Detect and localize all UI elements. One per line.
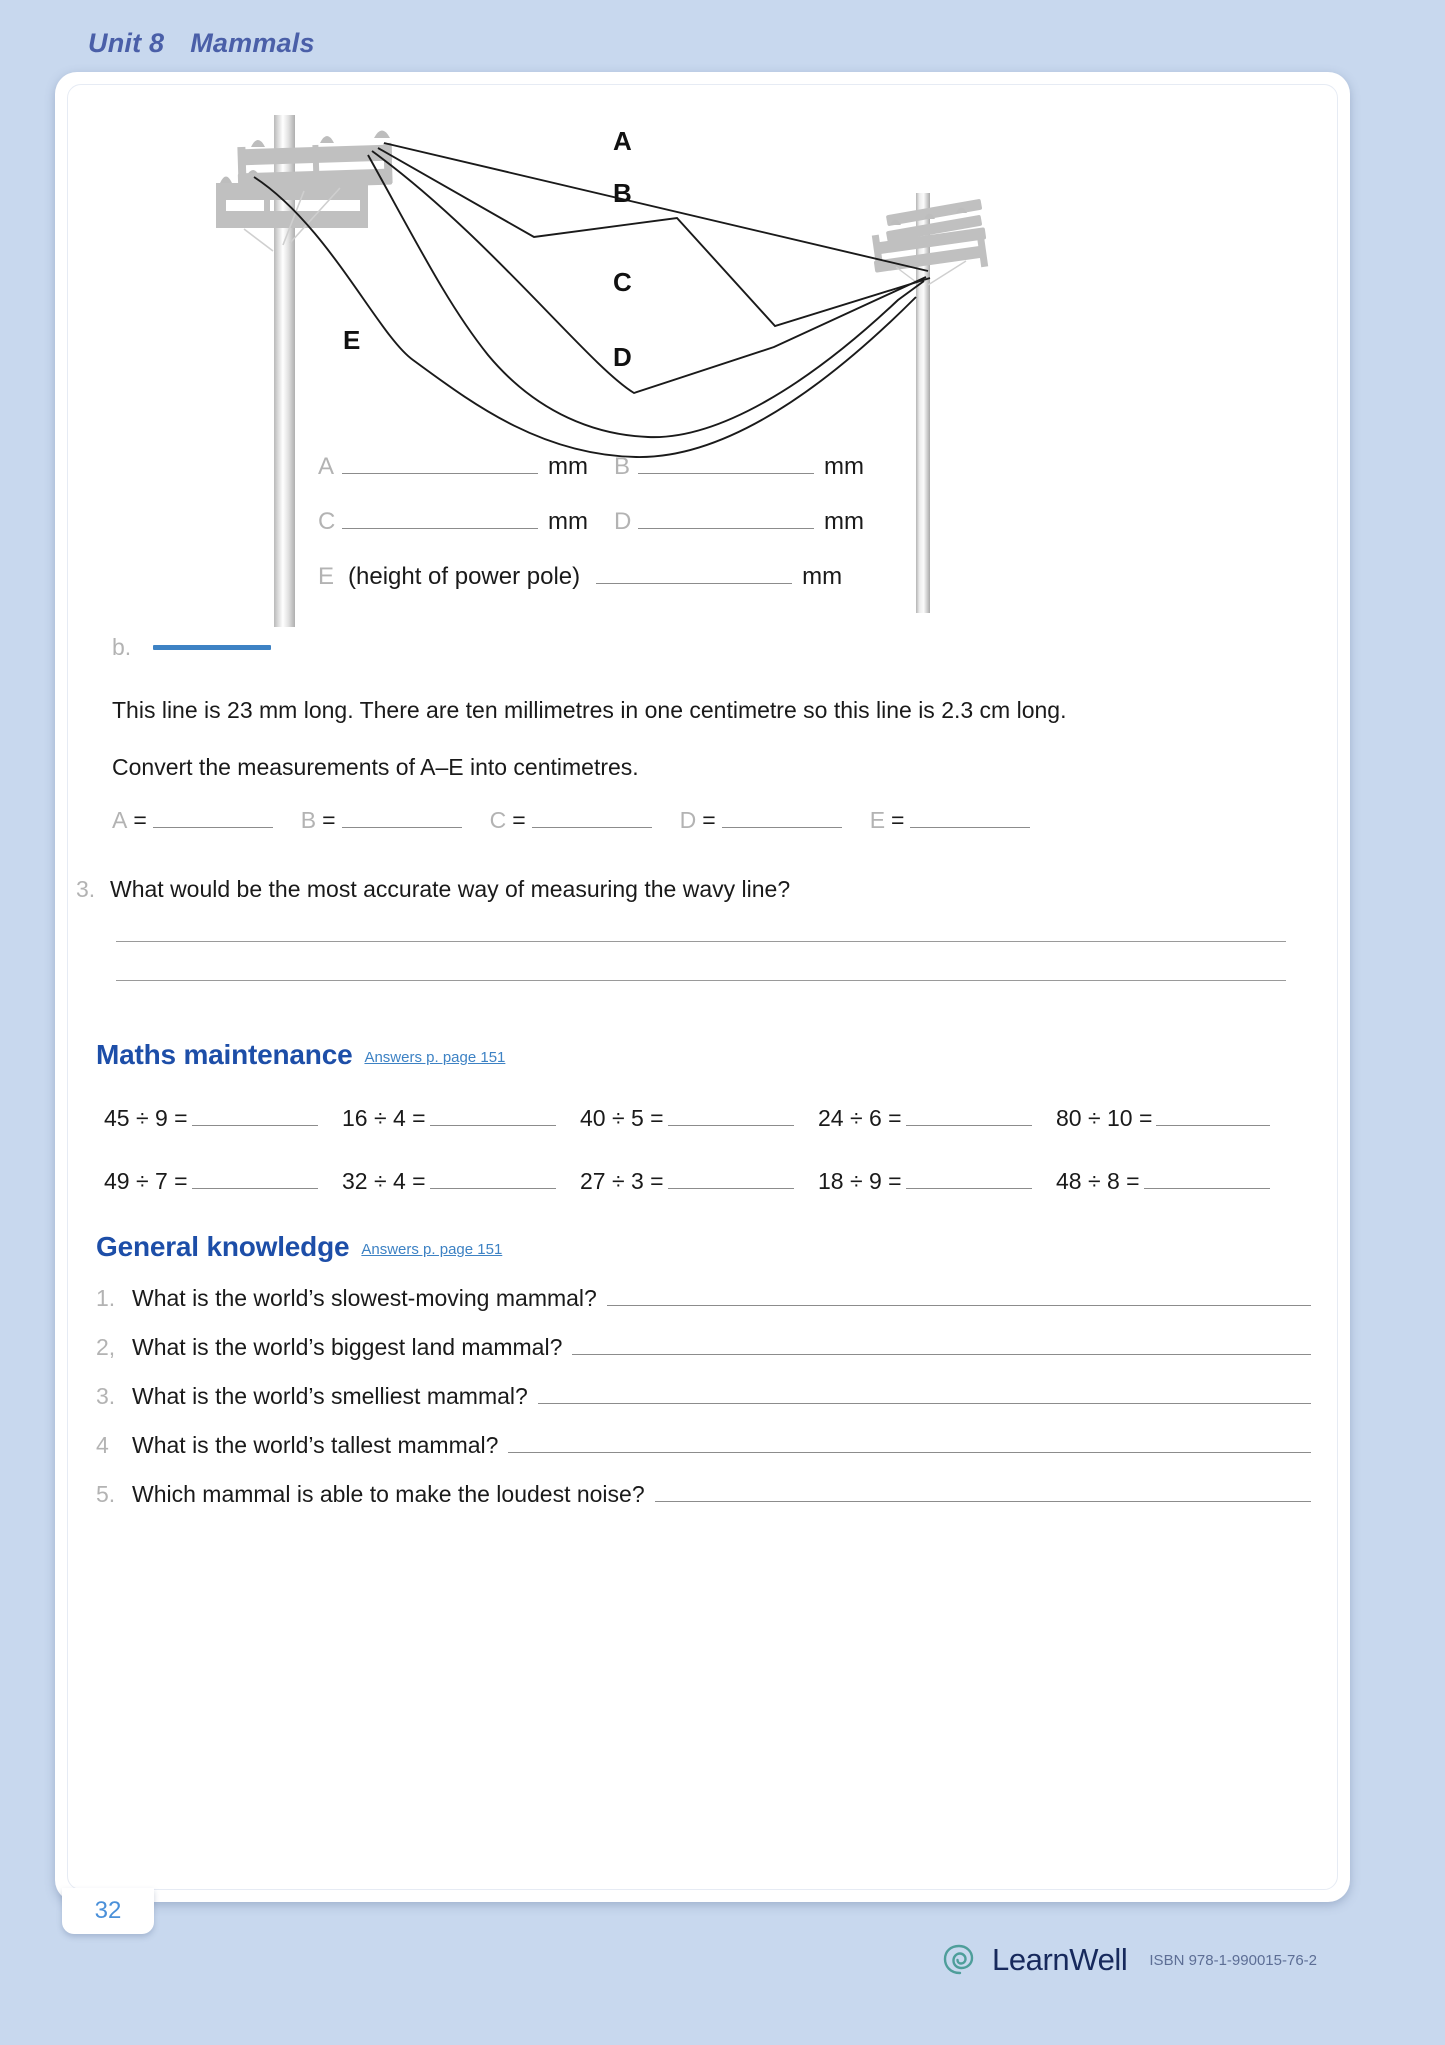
cm-input-b[interactable] [342,810,462,828]
measure-label-d: D [613,508,632,535]
maths-input[interactable] [430,1172,556,1189]
gk-number: 5. [96,1481,116,1507]
cm-letter-e: E [869,807,886,833]
list-item [96,1334,1338,1361]
cm-input-e[interactable] [910,810,1030,828]
cm-conversion-row [112,807,1338,834]
maths-cell-2-4 [818,1168,1056,1195]
cm-equals-e: = [891,807,905,833]
measure-input-e[interactable] [596,564,792,584]
measure-input-a[interactable] [342,454,538,474]
measure-input-c[interactable] [342,509,538,529]
cm-item-b [301,807,462,834]
gk-number: 2, [96,1334,116,1360]
measure-unit-d: mm [823,508,864,535]
spiral-logo-icon [940,1940,980,1980]
measurement-blanks [318,453,1038,618]
maths-input[interactable] [668,1172,794,1189]
wire-label-b: B [613,178,632,208]
gk-answer-input[interactable] [572,1337,1311,1355]
maths-cell-1-5 [1056,1105,1294,1132]
worksheet-content-area [67,84,1338,1890]
worksheet-body [68,630,1338,1508]
maths-input[interactable] [1144,1172,1270,1189]
cm-input-d[interactable] [722,810,842,828]
cm-input-c[interactable] [532,810,652,828]
page-header [88,28,315,59]
maths-input[interactable] [1156,1109,1270,1126]
cm-input-a[interactable] [153,810,273,828]
maths-cell-2-2 [342,1168,580,1195]
gk-question: Which mammal is able to make the loudest noise? [132,1481,645,1507]
maths-maintenance-heading [96,1039,1338,1071]
gk-answer-input[interactable] [655,1484,1311,1502]
cm-equals-c: = [512,807,526,833]
page-number: 32 [94,1897,122,1924]
cm-item-c [490,807,652,834]
maths-input[interactable] [906,1172,1032,1189]
maths-cell-2-5 [1056,1168,1294,1195]
gk-answer-input[interactable] [607,1288,1311,1306]
wire-label-e: E [343,325,361,355]
maths-input[interactable] [192,1109,318,1126]
question-3-block [72,876,1338,981]
measurement-row-e [318,563,1038,591]
general-knowledge-answers-link[interactable]: Answers p. page 151 [361,1241,503,1258]
maths-expression: 24 ÷ 6 = [818,1105,902,1131]
question-3-number: 3. [76,876,96,902]
measure-unit-c: mm [548,508,588,535]
question-3-answer-line-1[interactable] [116,941,1286,942]
question-3-line [72,876,1338,903]
sample-blue-line [153,645,271,650]
page-footer [0,1930,1445,1990]
maths-input[interactable] [192,1172,318,1189]
gk-answer-input[interactable] [538,1386,1311,1404]
question-b-instruction: Convert the measurements of A–E into centimetres. [112,754,639,780]
question-b-row [112,634,1338,661]
question-b-sentence: This line is 23 mm long. There are ten millimetres in one centimetre so this line is 2.3 cm long. [112,697,1067,723]
brand-name: LearnWell [991,1942,1128,1977]
gk-answer-input[interactable] [508,1435,1311,1453]
gk-number: 1. [96,1285,116,1311]
cm-letter-a: A [112,807,128,833]
maths-cell-1-2 [342,1105,580,1132]
measure-unit-e: mm [802,563,843,590]
wire-label-a: A [613,126,632,156]
isbn-text: ISBN 978-1-990015-76-2 [1149,1951,1317,1969]
general-knowledge-list [68,1285,1338,1508]
maths-cell-2-3 [580,1168,818,1195]
question-b-label: b. [112,634,132,660]
gk-number: 3. [96,1383,116,1409]
list-item [96,1432,1338,1459]
measure-label-c: C [318,508,336,535]
question-3-answer-line-2[interactable] [116,980,1286,981]
gk-number: 4 [96,1432,109,1458]
cm-item-d [680,807,842,834]
page-number-tab [62,1888,154,1934]
maths-expression: 27 ÷ 3 = [580,1168,664,1194]
general-knowledge-heading [96,1231,1338,1263]
cm-equals-d: = [702,807,716,833]
gk-question: What is the world’s slowest-moving mammal? [132,1285,597,1311]
maths-cell-1-3 [580,1105,818,1132]
list-item [96,1481,1338,1508]
cm-letter-c: C [489,807,507,833]
maths-expression: 32 ÷ 4 = [342,1168,426,1194]
worksheet-page [55,72,1350,1902]
maths-row-2 [104,1168,1338,1195]
maths-expression: 18 ÷ 9 = [818,1168,902,1194]
wire-b [378,148,930,326]
maths-maintenance-grid [104,1105,1338,1195]
cm-equals-b: = [322,807,336,833]
measurement-row-ab [318,453,1038,481]
maths-expression: 49 ÷ 7 = [104,1168,188,1194]
list-item [96,1383,1338,1410]
maths-maintenance-answers-link[interactable]: Answers p. page 151 [364,1049,506,1066]
wire-label-d: D [613,342,632,372]
gk-question: What is the world’s tallest mammal? [132,1432,499,1458]
measure-label-b: B [613,453,630,480]
maths-expression: 48 ÷ 8 = [1056,1168,1140,1194]
cm-item-a [112,807,273,834]
wire-a [384,143,928,271]
maths-row-1 [104,1105,1338,1132]
list-item [96,1285,1338,1312]
maths-maintenance-title: Maths maintenance [96,1039,353,1070]
unit-label: Unit 8 [88,28,165,58]
question-3-text: What would be the most accurate way of measuring the wavy line? [110,876,791,902]
maths-input[interactable] [430,1109,556,1126]
brand-logo-group [940,1940,1317,1980]
wire-d [368,155,924,437]
cm-letter-d: D [679,807,697,833]
maths-expression: 16 ÷ 4 = [342,1105,426,1131]
maths-cell-2-1 [104,1168,342,1195]
wire-label-c: C [613,267,632,297]
measure-input-d[interactable] [638,509,814,529]
cm-item-e [870,807,1031,834]
maths-expression: 80 ÷ 10 = [1056,1105,1153,1131]
topic-label: Mammals [190,28,315,58]
maths-cell-1-1 [104,1105,342,1132]
maths-expression: 45 ÷ 9 = [104,1105,188,1131]
cm-equals-a: = [133,807,147,833]
wire-c [372,151,926,393]
measure-label-e: E [318,563,335,590]
measure-note-e: (height of power pole) [348,563,581,590]
measure-unit-b: mm [823,453,864,480]
measurement-row-cd [318,508,1038,536]
maths-input[interactable] [906,1109,1032,1126]
cm-letter-b: B [300,807,317,833]
general-knowledge-title: General knowledge [96,1231,350,1262]
measure-unit-a: mm [548,453,588,480]
measure-input-b[interactable] [638,454,814,474]
maths-expression: 40 ÷ 5 = [580,1105,664,1131]
maths-cell-1-4 [818,1105,1056,1132]
gk-question: What is the world’s biggest land mammal? [132,1334,563,1360]
maths-input[interactable] [668,1109,794,1126]
measure-label-a: A [318,453,335,480]
gk-question: What is the world’s smelliest mammal? [132,1383,528,1409]
